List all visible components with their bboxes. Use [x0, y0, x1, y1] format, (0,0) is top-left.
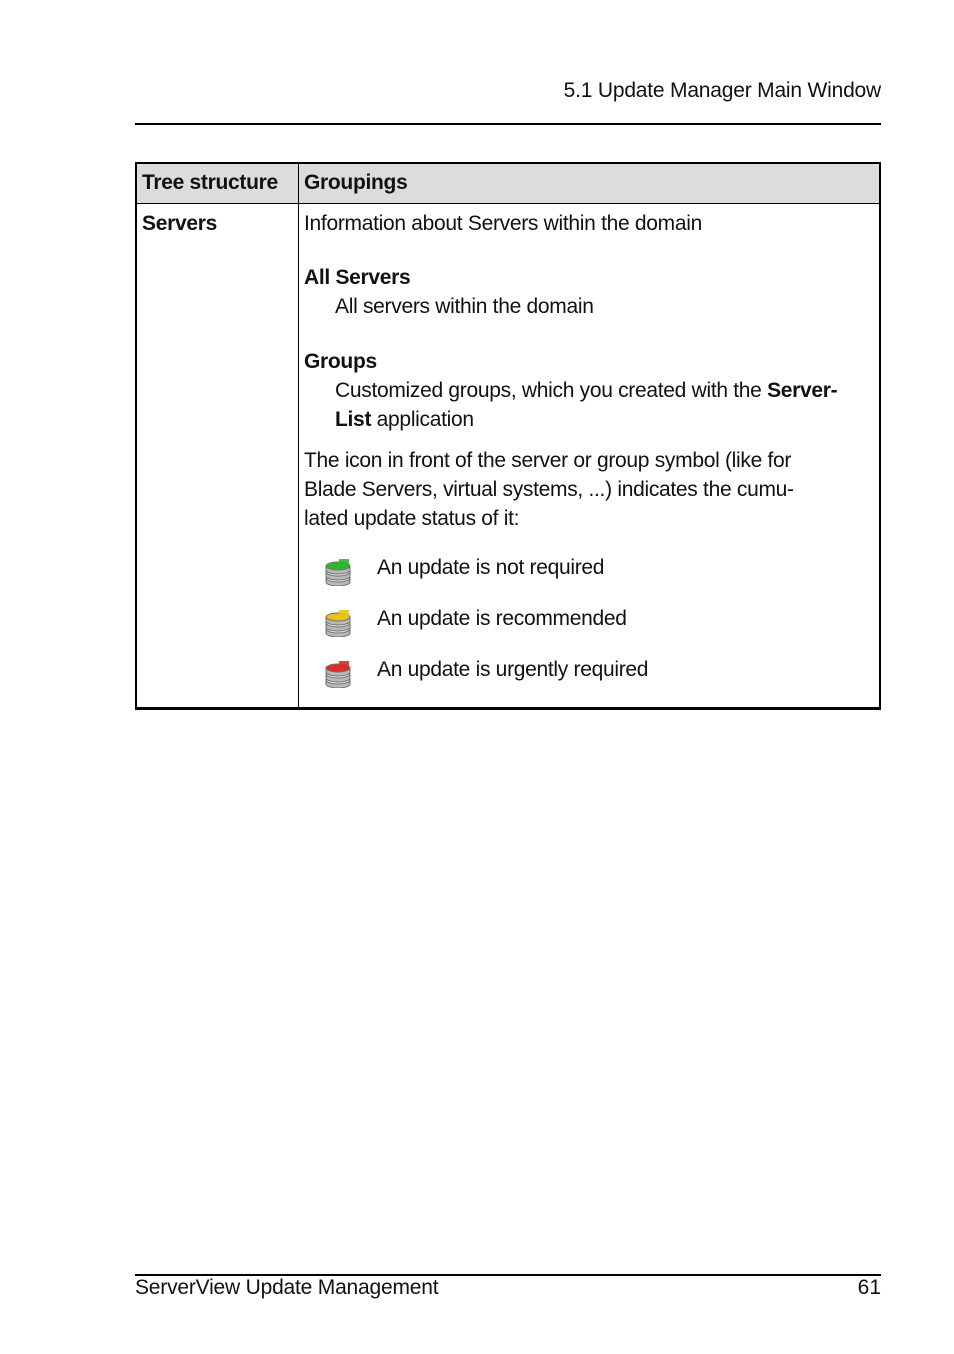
footer-product-name: ServerView Update Management	[135, 1276, 439, 1299]
groups-title: Groups	[304, 350, 377, 373]
groups-desc-after: application	[371, 408, 474, 431]
serverlist-app-name-part1: Server-	[767, 379, 838, 402]
all-servers-title: All Servers	[304, 266, 411, 289]
header-tree-structure: Tree structure	[142, 171, 278, 194]
icon-paragraph-line-2: Blade Servers, virtual systems, ...) indicates the cumu-	[304, 478, 794, 501]
all-servers-desc: All servers within the domain	[335, 295, 594, 318]
header-divider	[135, 123, 881, 125]
table-header-row	[137, 164, 879, 204]
serverlist-app-name-part2: List	[335, 408, 372, 431]
column-divider	[298, 164, 299, 707]
header-groupings: Groupings	[304, 171, 408, 194]
status-label-recommended: An update is recommended	[377, 607, 627, 630]
icon-paragraph-line-3: lated update status of it:	[304, 507, 520, 530]
servers-intro: Information about Servers within the domain	[304, 212, 702, 235]
status-label-urgently-required: An update is urgently required	[377, 658, 649, 681]
server-stack-green-icon	[323, 556, 353, 586]
tree-cell-servers: Servers	[142, 212, 217, 235]
groups-desc-text: Customized groups, which you created with the	[335, 379, 768, 402]
page-header-title: 5.1 Update Manager Main Window	[563, 79, 881, 102]
icon-paragraph-line-1: The icon in front of the server or group symbol (like for	[304, 449, 792, 472]
groups-desc-line-1	[335, 376, 837, 405]
groups-desc-line-2	[335, 405, 474, 434]
server-stack-yellow-icon	[323, 607, 353, 637]
groupings-table	[135, 162, 881, 710]
status-label-not-required: An update is not required	[377, 556, 605, 579]
server-stack-red-icon	[323, 658, 353, 688]
page-number: 61	[857, 1276, 881, 1299]
